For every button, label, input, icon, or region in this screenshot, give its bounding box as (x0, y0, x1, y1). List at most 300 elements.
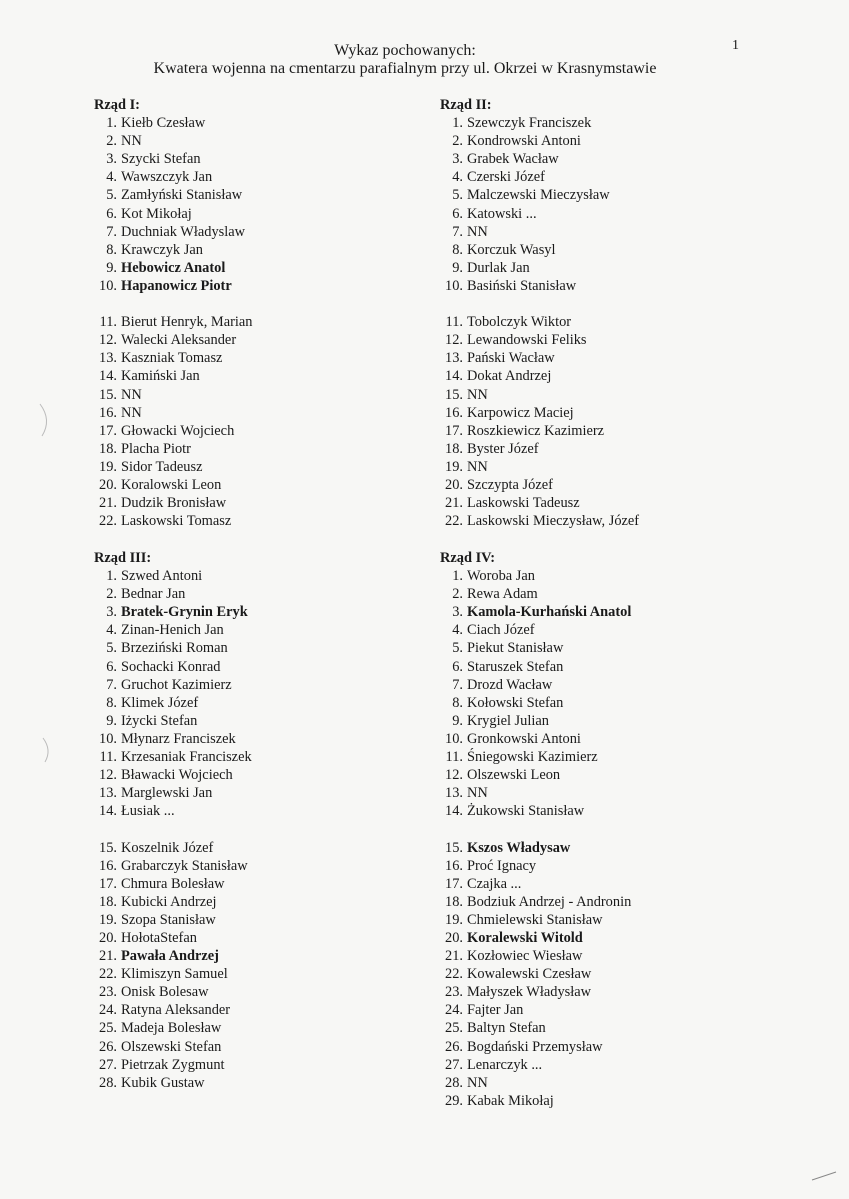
list-item (440, 947, 800, 965)
list-item (440, 386, 800, 404)
list-item (440, 839, 800, 857)
item-name: Pietrzak Zygmunt (121, 1056, 225, 1073)
item-number: 24. (445, 1002, 463, 1019)
item-number: 16. (445, 857, 463, 874)
list-item (440, 929, 800, 947)
section-row-3 (94, 549, 414, 1092)
list-item (94, 676, 414, 694)
item-name: Katowski ... (467, 205, 537, 222)
item-number: 7. (452, 223, 463, 240)
item-number: 17. (99, 875, 117, 892)
list-item (94, 386, 414, 404)
item-number: 19. (445, 458, 463, 475)
item-number: 25. (99, 1020, 117, 1037)
item-name: Karpowicz Maciej (467, 404, 574, 421)
item-name: Kszos Władysaw (467, 839, 571, 856)
list-item (94, 802, 414, 820)
item-number: 14. (445, 803, 463, 820)
list-item (440, 639, 800, 657)
item-name: Kubik Gustaw (121, 1074, 205, 1091)
item-name: Koszelnik Józef (121, 839, 214, 856)
list-item (440, 349, 800, 367)
item-number: 19. (99, 911, 117, 928)
list-item (94, 1056, 414, 1074)
item-number: 2. (452, 586, 463, 603)
list-item (440, 186, 800, 204)
item-number: 1. (452, 115, 463, 132)
item-number: 28. (99, 1074, 117, 1091)
item-number: 1. (452, 568, 463, 585)
item-number: 20. (445, 929, 463, 946)
item-number: 22. (99, 966, 117, 983)
item-name: Czajka ... (467, 875, 522, 892)
item-name: Małyszek Władysław (467, 984, 592, 1001)
item-number: 12. (99, 767, 117, 784)
list-item (440, 712, 800, 730)
scan-mark-arc (40, 735, 54, 765)
list-item (94, 367, 414, 385)
item-name: Basiński Stanisław (467, 277, 577, 294)
item-number: 18. (445, 440, 463, 457)
item-number: 4. (452, 622, 463, 639)
item-number: 8. (106, 694, 117, 711)
list-item (94, 567, 414, 585)
item-number: 1. (106, 568, 117, 585)
list-item (440, 132, 800, 150)
list-item (94, 929, 414, 947)
item-name: Chmura Bolesław (121, 875, 225, 892)
item-name: Madeja Bolesław (121, 1020, 222, 1037)
item-name: Kamiński Jan (121, 368, 200, 385)
item-name: Bodziuk Andrzej - Andronin (467, 893, 632, 910)
list-item (94, 241, 414, 259)
item-number: 14. (445, 368, 463, 385)
list-item (94, 911, 414, 929)
item-number: 10. (99, 730, 117, 747)
item-name: Laskowski Tadeusz (467, 495, 580, 512)
list-item (94, 168, 414, 186)
item-number: 11. (99, 749, 117, 766)
list-item (94, 839, 414, 857)
list-item (94, 639, 414, 657)
item-name: Lewandowski Feliks (467, 332, 587, 349)
item-name: Olszewski Leon (467, 767, 561, 784)
item-number: 14. (99, 368, 117, 385)
item-name: Bierut Henryk, Marian (121, 314, 253, 331)
item-name: Bogdański Przemysław (467, 1038, 603, 1055)
list-item (440, 766, 800, 784)
section-row-1 (94, 96, 414, 530)
item-name: Szewczyk Franciszek (467, 115, 592, 132)
item-number: 15. (99, 386, 117, 403)
item-name: Kabak Mikołaj (467, 1092, 554, 1109)
item-number: 4. (452, 169, 463, 186)
list-item (440, 476, 800, 494)
list-item (94, 766, 414, 784)
item-number: 3. (452, 604, 463, 621)
list-item (94, 784, 414, 802)
section-heading: Rząd III: (94, 550, 152, 566)
list-item (94, 1019, 414, 1037)
group-spacer (440, 295, 800, 313)
item-name: Piekut Stanisław (467, 640, 564, 657)
item-number: 16. (99, 857, 117, 874)
item-name: Dudzik Bronisław (121, 495, 227, 512)
list-item (94, 1074, 414, 1092)
item-number: 9. (106, 259, 117, 276)
item-name: Kozłowiec Wiesław (467, 948, 583, 965)
list-item (94, 893, 414, 911)
list-item (94, 621, 414, 639)
item-name: Bratek-Grynin Eryk (121, 604, 248, 621)
list-item (440, 205, 800, 223)
list-item (440, 440, 800, 458)
list-item (94, 494, 414, 512)
list-item (94, 313, 414, 331)
item-name: NN (121, 404, 142, 421)
list-item (440, 1092, 800, 1110)
item-number: 2. (452, 133, 463, 150)
item-name: NN (121, 386, 142, 403)
list-item (440, 676, 800, 694)
list-item (94, 114, 414, 132)
list-item (440, 748, 800, 766)
item-number: 15. (445, 839, 463, 856)
item-number: 11. (99, 314, 117, 331)
item-number: 23. (445, 984, 463, 1001)
item-name: Roszkiewicz Kazimierz (467, 422, 605, 439)
item-number: 5. (106, 640, 117, 657)
item-number: 6. (452, 205, 463, 222)
list-item (94, 150, 414, 168)
list-item (94, 1038, 414, 1056)
item-number: 2. (106, 133, 117, 150)
item-name: Malczewski Mieczysław (467, 187, 610, 204)
group-spacer (440, 820, 800, 838)
section-row-4 (440, 549, 800, 1110)
list-item (440, 1074, 800, 1092)
item-name: Wawszczyk Jan (121, 169, 213, 186)
list-item (440, 983, 800, 1001)
list-item (440, 893, 800, 911)
item-name: Koralewski Witold (467, 929, 583, 946)
item-number: 14. (99, 803, 117, 820)
item-number: 10. (99, 277, 117, 294)
list-item (440, 114, 800, 132)
item-number: 13. (445, 350, 463, 367)
item-number: 12. (445, 767, 463, 784)
list-item (94, 875, 414, 893)
item-name: Grabek Wacław (467, 151, 559, 168)
item-name: NN (467, 458, 488, 475)
list-item (440, 585, 800, 603)
item-name: Kiełb Czesław (121, 115, 206, 132)
item-name: Krzesaniak Franciszek (121, 749, 252, 766)
item-name: Hapanowicz Piotr (121, 277, 232, 294)
list-item (94, 223, 414, 241)
item-number: 12. (445, 332, 463, 349)
list-item (94, 857, 414, 875)
item-name: NN (467, 223, 488, 240)
page-number: 1 (732, 38, 739, 53)
item-number: 3. (452, 151, 463, 168)
item-name: Iżycki Stefan (121, 712, 198, 729)
item-name: Zinan-Henich Jan (121, 622, 224, 639)
list-item (94, 1001, 414, 1019)
item-name: Olszewski Stefan (121, 1038, 222, 1055)
list-item (440, 494, 800, 512)
item-name: Ciach Józef (467, 622, 535, 639)
item-number: 6. (452, 658, 463, 675)
item-number: 27. (99, 1056, 117, 1073)
item-name: Hebowicz Anatol (121, 259, 226, 276)
item-number: 10. (445, 730, 463, 747)
item-name: Grabarczyk Stanisław (121, 857, 248, 874)
list-item (440, 802, 800, 820)
list-item (94, 730, 414, 748)
list-item (94, 132, 414, 150)
item-name: Żukowski Stanisław (467, 803, 585, 820)
item-number: 10. (445, 277, 463, 294)
item-name: Tobolczyk Wiktor (467, 314, 572, 331)
item-number: 15. (99, 839, 117, 856)
item-name: Kowalewski Czesław (467, 966, 592, 983)
item-name: Laskowski Tomasz (121, 513, 232, 530)
list-item (440, 603, 800, 621)
item-number: 25. (445, 1020, 463, 1037)
item-number: 22. (445, 966, 463, 983)
list-item (440, 512, 800, 530)
item-number: 5. (106, 187, 117, 204)
item-name: Koralowski Leon (121, 476, 222, 493)
item-number: 22. (445, 513, 463, 530)
item-name: Korczuk Wasyl (467, 241, 556, 258)
item-name: HołotaStefan (121, 929, 197, 946)
item-name: Walecki Aleksander (121, 332, 237, 349)
item-number: 11. (445, 314, 463, 331)
item-number: 3. (106, 151, 117, 168)
list-item (440, 911, 800, 929)
list-item (440, 694, 800, 712)
item-name: Klimek Józef (121, 694, 199, 711)
item-name: Kołowski Stefan (467, 694, 564, 711)
item-number: 5. (452, 187, 463, 204)
item-number: 20. (445, 476, 463, 493)
list-item (94, 186, 414, 204)
item-name: NN (121, 133, 142, 150)
item-name: Kondrowski Antoni (467, 133, 581, 150)
list-item (440, 730, 800, 748)
item-number: 16. (99, 404, 117, 421)
item-name: NN (467, 1074, 488, 1091)
item-name: Dokat Andrzej (467, 368, 552, 385)
item-name: Sidor Tadeusz (121, 458, 203, 475)
item-name: Rewa Adam (467, 586, 538, 603)
list-item (440, 965, 800, 983)
list-item (94, 748, 414, 766)
item-name: Staruszek Stefan (467, 658, 564, 675)
item-name: Proć Ignacy (467, 857, 537, 874)
list-item (94, 331, 414, 349)
list-item (94, 458, 414, 476)
item-name: Gronkowski Antoni (467, 730, 581, 747)
list-item (94, 404, 414, 422)
item-name: Sochacki Konrad (121, 658, 221, 675)
list-item (440, 784, 800, 802)
item-number: 8. (452, 694, 463, 711)
list-item (440, 567, 800, 585)
item-number: 2. (106, 586, 117, 603)
group-spacer (94, 820, 414, 838)
item-name: Durlak Jan (467, 259, 530, 276)
list-item (94, 658, 414, 676)
list-item (94, 259, 414, 277)
item-number: 9. (452, 712, 463, 729)
item-number: 11. (445, 749, 463, 766)
list-item (94, 349, 414, 367)
item-name: Duchniak Władyslaw (121, 223, 246, 240)
document-title: Wykaz pochowanych: (334, 42, 476, 59)
item-number: 15. (445, 386, 463, 403)
item-name: Szopa Stanisław (121, 911, 216, 928)
item-name: Gruchot Kazimierz (121, 676, 232, 693)
list-item (94, 476, 414, 494)
item-name: Woroba Jan (467, 568, 535, 585)
list-item (440, 404, 800, 422)
item-number: 21. (99, 948, 117, 965)
item-number: 21. (445, 948, 463, 965)
item-name: Lenarczyk ... (467, 1056, 543, 1073)
item-number: 6. (106, 658, 117, 675)
item-number: 4. (106, 622, 117, 639)
list-item (440, 150, 800, 168)
list-item (94, 585, 414, 603)
item-name: Ratyna Aleksander (121, 1002, 231, 1019)
item-number: 29. (445, 1092, 463, 1109)
item-name: Brzeziński Roman (121, 640, 228, 657)
item-name: Kamola-Kurhański Anatol (467, 604, 632, 621)
item-number: 8. (106, 241, 117, 258)
item-number: 28. (445, 1074, 463, 1091)
list-item (440, 422, 800, 440)
item-number: 19. (445, 911, 463, 928)
item-number: 9. (106, 712, 117, 729)
item-name: Marglewski Jan (121, 785, 213, 802)
item-number: 18. (445, 893, 463, 910)
item-name: Pański Wacław (467, 350, 555, 367)
item-number: 17. (445, 875, 463, 892)
group-spacer (94, 295, 414, 313)
list-item (440, 277, 800, 295)
list-item (440, 331, 800, 349)
item-number: 27. (445, 1056, 463, 1073)
item-number: 19. (99, 458, 117, 475)
list-item (440, 241, 800, 259)
item-name: Bednar Jan (121, 586, 186, 603)
list-item (94, 603, 414, 621)
list-item (94, 277, 414, 295)
list-item (440, 1019, 800, 1037)
item-number: 17. (99, 422, 117, 439)
item-number: 1. (106, 115, 117, 132)
item-number: 18. (99, 893, 117, 910)
list-item (94, 512, 414, 530)
list-item (94, 440, 414, 458)
item-name: Łusiak ... (121, 803, 175, 820)
item-name: Kaszniak Tomasz (121, 350, 223, 367)
list-item (94, 965, 414, 983)
list-item (440, 259, 800, 277)
item-name: Fajter Jan (467, 1002, 524, 1019)
item-name: Placha Piotr (121, 440, 191, 457)
item-name: Głowacki Wojciech (121, 422, 235, 439)
list-item (440, 1056, 800, 1074)
list-item (440, 168, 800, 186)
item-name: Pawała Andrzej (121, 948, 219, 965)
item-number: 22. (99, 513, 117, 530)
item-number: 8. (452, 241, 463, 258)
item-name: Krawczyk Jan (121, 241, 203, 258)
item-name: Szwed Antoni (121, 568, 203, 585)
list-item (94, 983, 414, 1001)
item-name: Chmielewski Stanisław (467, 911, 603, 928)
list-item (94, 694, 414, 712)
item-number: 21. (445, 495, 463, 512)
item-name: Kubicki Andrzej (121, 893, 217, 910)
list-item (440, 313, 800, 331)
list-item (94, 947, 414, 965)
item-number: 7. (452, 676, 463, 693)
item-number: 4. (106, 169, 117, 186)
list-item (94, 712, 414, 730)
document-subtitle: Kwatera wojenna na cmentarzu parafialnym przy ul. Okrzei w Krasnymstawie (153, 60, 657, 77)
item-number: 17. (445, 422, 463, 439)
item-name: Laskowski Mieczysław, Józef (467, 513, 640, 530)
item-number: 23. (99, 984, 117, 1001)
item-number: 7. (106, 676, 117, 693)
list-item (440, 621, 800, 639)
item-number: 20. (99, 476, 117, 493)
list-item (94, 205, 414, 223)
item-number: 9. (452, 259, 463, 276)
item-name: Szycki Stefan (121, 151, 201, 168)
section-heading: Rząd II: (440, 97, 492, 113)
item-name: Bławacki Wojciech (121, 767, 233, 784)
item-number: 13. (445, 785, 463, 802)
section-row-2 (440, 96, 800, 530)
item-number: 3. (106, 604, 117, 621)
section-heading: Rząd I: (94, 97, 140, 113)
item-name: Baltyn Stefan (467, 1020, 546, 1037)
scan-mark-arc (36, 400, 56, 440)
list-item (440, 875, 800, 893)
item-name: NN (467, 785, 488, 802)
item-name: Krygiel Julian (467, 712, 549, 729)
list-item (440, 367, 800, 385)
item-number: 21. (99, 495, 117, 512)
item-number: 26. (99, 1038, 117, 1055)
item-name: Drozd Wacław (467, 676, 553, 693)
list-item (440, 1001, 800, 1019)
item-number: 6. (106, 205, 117, 222)
list-item (440, 857, 800, 875)
item-number: 20. (99, 929, 117, 946)
item-name: Kot Mikołaj (121, 205, 192, 222)
section-heading: Rząd IV: (440, 550, 496, 566)
scan-mark-stroke (810, 1168, 840, 1184)
list-item (440, 223, 800, 241)
item-number: 18. (99, 440, 117, 457)
